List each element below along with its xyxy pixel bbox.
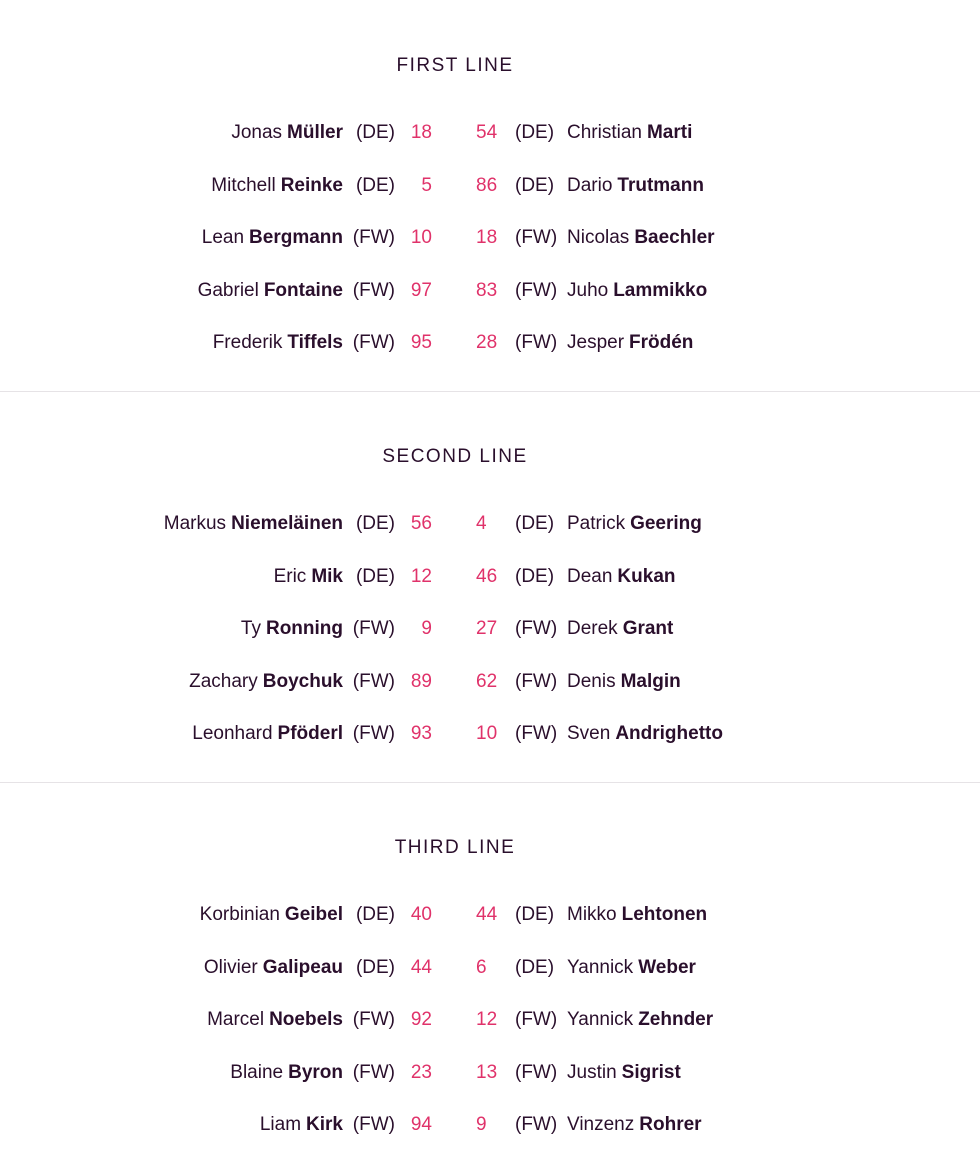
player-pair-row [0, 277, 980, 330]
away-player-position: (FW) [515, 332, 558, 353]
away-player-position: (DE) [515, 513, 555, 534]
section-title: THIRD LINE [394, 837, 516, 858]
home-player-first-name: Markus [163, 513, 227, 534]
away-player-number: 6 [476, 956, 487, 978]
away-player-name[interactable] [567, 1111, 702, 1139]
away-player-name[interactable] [567, 1059, 681, 1087]
away-player-name[interactable] [567, 172, 704, 200]
away-player-number: 13 [476, 1061, 498, 1083]
away-player-name[interactable] [567, 563, 676, 591]
home-player-last-name: Pföderl [277, 723, 343, 744]
away-player-number: 12 [476, 1009, 498, 1030]
away-player-name[interactable] [567, 954, 696, 982]
away-player-first-name: Yannick [567, 1009, 634, 1030]
away-player-position: (DE) [515, 122, 555, 143]
player-rows [0, 119, 980, 382]
away-player-name[interactable] [567, 510, 702, 538]
home-player-number: 12 [410, 565, 432, 587]
home-player-last-name: Fontaine [263, 279, 343, 301]
away-player-first-name: Denis [567, 670, 616, 692]
home-player-name[interactable] [204, 954, 343, 982]
home-player-first-name: Gabriel [197, 279, 259, 301]
home-player-number: 97 [410, 279, 432, 301]
home-player-number: 40 [410, 904, 432, 925]
home-player-first-name: Frederik [212, 332, 283, 353]
away-player-position: (FW) [515, 227, 558, 248]
away-player-number: 54 [476, 122, 498, 143]
away-player-last-name: Trutmann [617, 174, 704, 196]
away-player-last-name: Geering [630, 513, 702, 534]
player-pair-row [0, 172, 980, 225]
away-player-number: 18 [476, 227, 498, 248]
player-pair-row [0, 1059, 980, 1112]
home-player-number: 10 [410, 227, 432, 248]
home-player-last-name: Tiffels [287, 332, 343, 353]
home-player-number: 44 [410, 956, 432, 978]
away-player-number: 44 [476, 904, 498, 925]
away-player-position: (FW) [515, 670, 558, 692]
away-player-last-name: Zehnder [638, 1009, 714, 1030]
home-player-number: 95 [410, 332, 432, 353]
home-player-first-name: Ty [240, 618, 261, 639]
away-player-first-name: Nicolas [567, 227, 630, 248]
home-player-position: (DE) [355, 904, 395, 925]
away-player-position: (FW) [515, 1114, 558, 1135]
away-player-position: (FW) [515, 723, 558, 744]
away-player-number: 83 [476, 279, 498, 301]
home-player-position: (FW) [352, 1009, 395, 1030]
home-player-number: 23 [410, 1061, 432, 1083]
away-player-last-name: Marti [646, 122, 693, 143]
home-player-last-name: Boychuk [262, 670, 343, 692]
home-player-first-name: Leonhard [192, 723, 273, 744]
player-rows [0, 901, 980, 1164]
away-player-number: 9 [476, 1114, 487, 1135]
away-player-position: (FW) [515, 618, 558, 639]
away-player-last-name: Sigrist [621, 1061, 681, 1083]
home-player-last-name: Geibel [284, 904, 343, 925]
player-rows [0, 510, 980, 773]
home-player-position: (FW) [352, 670, 395, 692]
home-player-name[interactable] [241, 615, 343, 643]
home-player-position: (DE) [355, 956, 395, 978]
away-player-first-name: Vinzenz [567, 1114, 635, 1135]
home-player-name[interactable] [274, 563, 343, 591]
home-player-first-name: Marcel [207, 1009, 265, 1030]
away-player-name[interactable] [567, 668, 681, 696]
home-player-position: (DE) [355, 565, 395, 587]
away-player-name[interactable] [567, 901, 707, 929]
home-player-number: 89 [410, 670, 432, 692]
away-player-name[interactable] [567, 277, 707, 305]
home-player-name[interactable] [231, 119, 343, 147]
player-pair-row [0, 119, 980, 172]
home-player-last-name: Niemeläinen [231, 513, 343, 534]
away-player-position: (FW) [515, 1009, 558, 1030]
away-player-last-name: Grant [622, 618, 674, 639]
home-player-position: (FW) [352, 1114, 395, 1135]
home-player-name[interactable] [207, 1006, 343, 1034]
home-player-name[interactable] [198, 277, 343, 305]
home-player-last-name: Galipeau [262, 956, 343, 978]
home-player-first-name: Blaine [230, 1061, 284, 1083]
away-player-first-name: Mikko [567, 904, 617, 925]
home-player-position: (FW) [352, 1061, 395, 1083]
away-player-number: 10 [476, 723, 498, 744]
away-player-number: 86 [476, 174, 498, 196]
home-player-last-name: Reinke [280, 174, 343, 196]
away-player-first-name: Yannick [567, 956, 634, 978]
home-player-number: 94 [410, 1114, 432, 1135]
player-pair-row [0, 1111, 980, 1164]
player-pair-row [0, 224, 980, 277]
away-player-first-name: Justin [567, 1061, 617, 1083]
home-player-last-name: Kirk [306, 1114, 343, 1135]
away-player-position: (DE) [515, 956, 555, 978]
away-player-number: 28 [476, 332, 498, 353]
home-player-position: (FW) [352, 723, 395, 744]
home-player-first-name: Eric [273, 565, 307, 587]
away-player-first-name: Derek [567, 618, 618, 639]
home-player-first-name: Lean [201, 227, 245, 248]
home-player-last-name: Mik [311, 565, 343, 587]
home-player-number: 92 [410, 1009, 432, 1030]
away-player-last-name: Weber [638, 956, 696, 978]
away-player-last-name: Frödén [629, 332, 694, 353]
home-player-last-name: Müller [287, 122, 343, 143]
player-pair-row [0, 329, 980, 382]
home-player-name[interactable] [189, 668, 343, 696]
away-player-position: (FW) [515, 279, 558, 301]
away-player-last-name: Lehtonen [621, 904, 708, 925]
player-pair-row [0, 1006, 980, 1059]
away-player-last-name: Rohrer [639, 1114, 702, 1135]
section-title: SECOND LINE [382, 446, 528, 467]
home-player-first-name: Liam [259, 1114, 302, 1135]
home-player-position: (FW) [352, 618, 395, 639]
line-section [0, 391, 980, 782]
away-player-last-name: Baechler [634, 227, 715, 248]
home-player-first-name: Zachary [189, 670, 258, 692]
away-player-position: (DE) [515, 174, 555, 196]
away-player-number: 46 [476, 565, 498, 587]
away-player-first-name: Patrick [567, 513, 626, 534]
line-section [0, 782, 980, 1160]
away-player-position: (FW) [515, 1061, 558, 1083]
home-player-last-name: Bergmann [249, 227, 343, 248]
player-pair-row [0, 954, 980, 1007]
home-player-name[interactable] [213, 329, 343, 357]
home-player-first-name: Jonas [231, 122, 283, 143]
home-player-position: (DE) [355, 174, 395, 196]
away-player-name[interactable] [567, 615, 673, 643]
player-pair-row [0, 563, 980, 616]
home-player-first-name: Olivier [203, 956, 258, 978]
away-player-position: (DE) [515, 565, 555, 587]
player-pair-row [0, 510, 980, 563]
away-player-last-name: Malgin [620, 670, 681, 692]
away-player-first-name: Jesper [567, 332, 625, 353]
home-player-position: (FW) [352, 332, 395, 353]
home-player-last-name: Byron [288, 1061, 343, 1083]
line-section [0, 0, 980, 391]
home-player-first-name: Korbinian [199, 904, 280, 925]
away-player-name[interactable] [567, 1006, 713, 1034]
player-pair-row [0, 901, 980, 954]
home-player-last-name: Ronning [265, 618, 343, 639]
away-player-last-name: Lammikko [613, 279, 708, 301]
home-player-name[interactable] [164, 510, 343, 538]
away-player-last-name: Kukan [617, 565, 676, 587]
home-player-name[interactable] [200, 901, 343, 929]
away-player-first-name: Sven [567, 723, 611, 744]
away-player-name[interactable] [567, 720, 723, 748]
home-player-number: 93 [410, 723, 432, 744]
home-player-name[interactable] [211, 172, 343, 200]
player-pair-row [0, 668, 980, 721]
home-player-position: (DE) [355, 122, 395, 143]
home-player-number: 18 [410, 122, 432, 143]
section-title: FIRST LINE [396, 55, 514, 76]
home-player-name[interactable] [230, 1059, 343, 1087]
away-player-first-name: Christian [567, 122, 642, 143]
home-player-name[interactable] [192, 720, 343, 748]
away-player-first-name: Dean [567, 565, 613, 587]
away-player-number: 62 [476, 670, 498, 692]
home-player-position: (FW) [352, 227, 395, 248]
home-player-name[interactable] [260, 1111, 343, 1139]
player-pair-row [0, 720, 980, 773]
away-player-number: 4 [476, 513, 487, 534]
away-player-position: (DE) [515, 904, 555, 925]
home-player-name[interactable] [202, 224, 343, 252]
away-player-last-name: Andrighetto [615, 723, 723, 744]
home-player-number: 5 [421, 174, 432, 196]
away-player-name[interactable] [567, 119, 692, 147]
home-player-position: (DE) [355, 513, 395, 534]
home-player-position: (FW) [352, 279, 395, 301]
away-player-number: 27 [476, 618, 498, 639]
away-player-first-name: Juho [567, 279, 609, 301]
away-player-name[interactable] [567, 329, 693, 357]
home-player-last-name: Noebels [269, 1009, 343, 1030]
home-player-first-name: Mitchell [211, 174, 276, 196]
player-pair-row [0, 615, 980, 668]
away-player-name[interactable] [567, 224, 715, 252]
home-player-number: 9 [421, 618, 432, 639]
home-player-number: 56 [410, 513, 432, 534]
away-player-first-name: Dario [567, 174, 613, 196]
